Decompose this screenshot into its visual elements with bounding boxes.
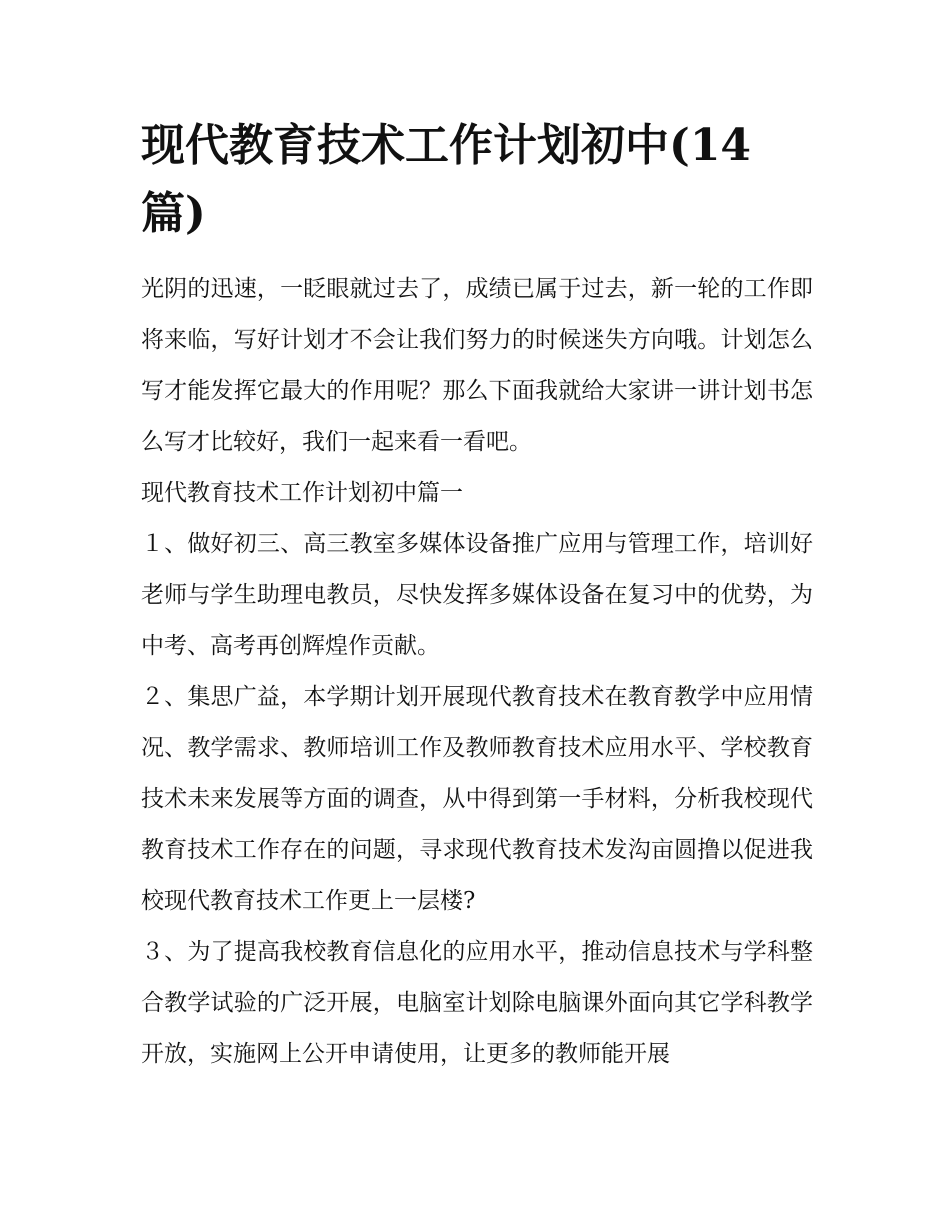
list-item-3: ３、为了提高我校教育信息化的应用水平，推动信息技术与学科整合教学试验的广泛开展，电脑室计划除电脑课外面向其它学科教学开放，实施网上公开申请使用，让更多的教师能开展 xyxy=(141,939,813,1067)
document-title: 现代教育技术工作计划初中(14篇) xyxy=(141,120,752,239)
list-item-2: ２、集思广益，本学期计划开展现代教育技术在教育教学中应用情况、教学需求、教师培训工作及教师教育技术应用水平、学校教育技术未来发展等方面的调查，从中得到第一手材料，分析我校现代教育技术工作存在的问题，寻求现代教育技术发沟亩圆撸以促进我校现代教育技术工作更上一层楼? xyxy=(141,684,813,914)
list-item-1: １、做好初三、高三教室多媒体设备推广应用与管理工作，培训好老师与学生助理电教员，尽快发挥多媒体设备在复习中的优势，为中考、高考再创辉煌作贡献。 xyxy=(141,531,813,659)
document-body xyxy=(141,264,813,1080)
intro-paragraph: 光阴的迅速，一眨眼就过去了，成绩已属于过去，新一轮的工作即将来临，写好计划才不会让我们努力的时候迷失方向哦。计划怎么写才能发挥它最大的作用呢？那么下面我就给大家讲一讲计划书怎么写才比较好，我们一起来看一看吧。 xyxy=(141,276,813,455)
document-content xyxy=(141,112,813,1080)
section-heading: 现代教育技术工作计划初中篇一 xyxy=(141,480,463,506)
